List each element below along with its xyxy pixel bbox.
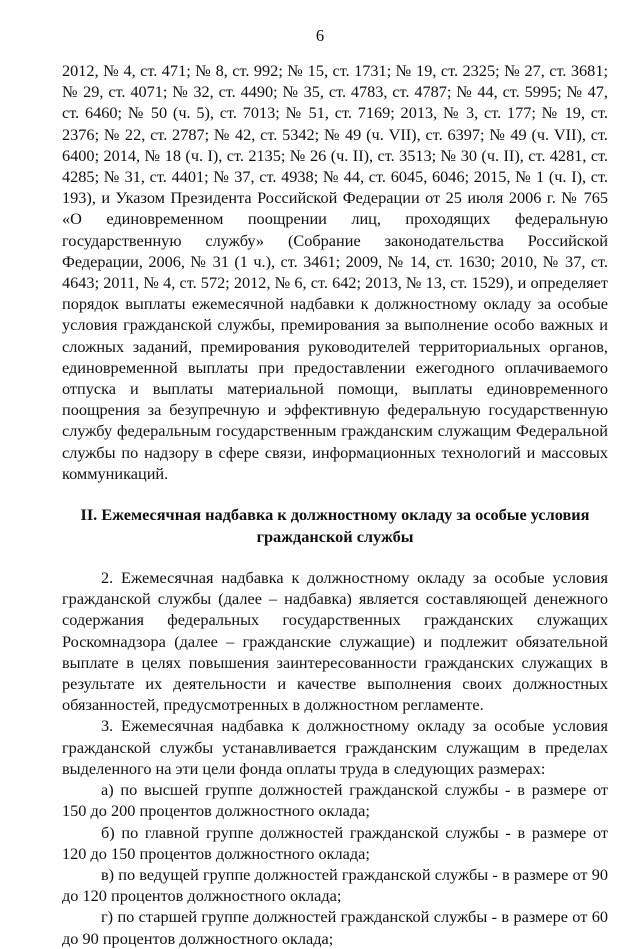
- section-heading-line-1: II. Ежемесячная надбавка к должностному окладу за особые условия: [80, 505, 590, 525]
- paragraph-subitem-g: г) по старшей группе должностей гражданской службы - в размере от 60 до 90 процентов должностного оклада;: [62, 907, 608, 948]
- paragraph-continuation: 2012, № 4, ст. 471; № 8, ст. 992; № 15, ст. 1731; № 19, ст. 2325; № 27, ст. 3681; № 29, ст. 4071; № 32, ст. 4490; № 35, ст. 4783, ст. 4787; № 44, ст. 5995; № 47, ст. 6460; № 50 (ч. 5), ст. 7013; № 51, ст. 7169; 2013, № 3, ст. 177; № 19, ст. 2376; № 22, ст. 2787; № 42, ст. 5342; № 49 (ч. VII), ст. 6397; № 49 (ч. VII), ст. 6400; 2014, № 18 (ч. I), ст. 2135; № 26 (ч. II), ст. 3513; № 30 (ч. II), ст. 4281, ст. 4285; № 31, ст. 4401; № 37, ст. 4938; № 44, ст. 6045, 6046; 2015, № 1 (ч. I), ст. 193), и Указом Президента Российской Федерации от 25 июля 2006 г. № 765 «О единовременном поощрении лиц, проходящих федеральную государственную службу» (Собрание законодательства Российской Федерации, 2006, № 31 (1 ч.), ст. 3461; 2009, № 14, ст. 1630; 2010, № 37, ст. 4643; 2011, № 4, ст. 572; 2012, № 6, ст. 642; 2013, № 13, ст. 1529), и определяет порядок выплаты ежемесячной надбавки к должностному окладу за особые условия гражданской службы, премирования за выполнение особо важных и сложных заданий, премирования руководителей территориальных органов, единовременной выплаты при предоставлении ежегодного оплачиваемого отпуска и выплаты материальной помощи, выплаты единовременного поощрения за безупречную и эффективную федеральную государственную службу федеральным государственным гражданским служащим Федеральной службы по надзору в сфере связи, информационных технологий и массовых коммуникаций.: [62, 61, 608, 483]
- paragraph-subitem-a: а) по высшей группе должностей гражданской службы - в размере от 150 до 200 процентов должностного оклада;: [62, 780, 608, 821]
- section-heading-line-2: гражданской службы: [256, 526, 414, 546]
- document-body: [62, 60, 608, 949]
- paragraph-subitem-b: б) по главной группе должностей гражданской службы - в размере от 120 до 150 процентов должностного оклада;: [62, 822, 608, 863]
- section-heading: [62, 504, 608, 547]
- page-number: 6: [315, 26, 325, 45]
- paragraph-subitem-v: в) по ведущей группе должностей гражданской службы - в размере от 90 до 120 процентов должностного оклада;: [62, 864, 608, 906]
- paragraph-item-2: 2. Ежемесячная надбавка к должностному окладу за особые условия гражданской службы (далее – надбавка) является составляющей денежного содержания федеральных государственных гражданских служащих Роскомнадзора (далее – гражданские служащие) и подлежит обязательной выплате в целях повышения заинтересованности гражданских служащих в результате их деятельности и качестве выполнения своих должностных обязанностей, предусмотренных в должностном регламенте.: [62, 568, 608, 715]
- paragraph-item-3: 3. Ежемесячная надбавка к должностному окладу за особые условия гражданской службы устанавливается гражданским служащим в пределах выделенного на эти цели фонда оплаты труда в следующих размерах:: [62, 716, 608, 778]
